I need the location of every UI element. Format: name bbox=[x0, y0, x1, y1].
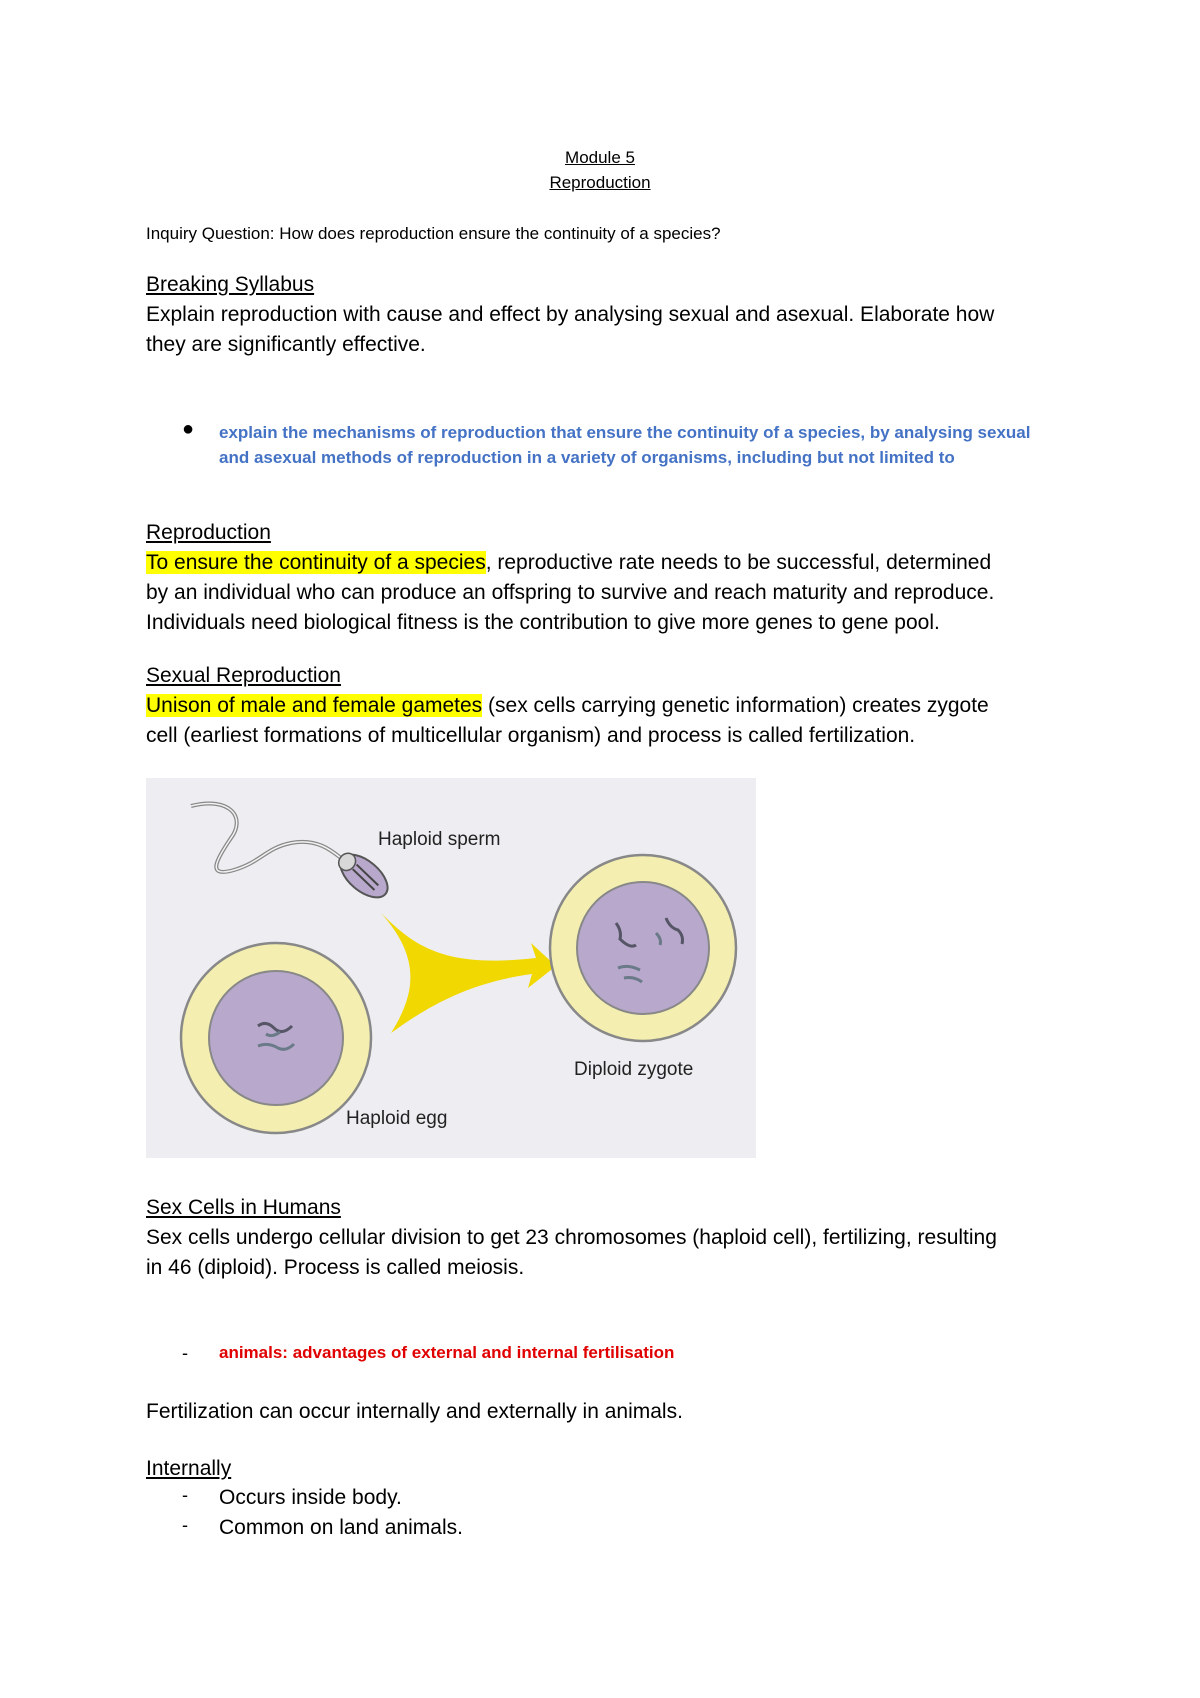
reproduction-line-1: , reproductive rate needs to be successful, determined bbox=[485, 551, 992, 574]
breaking-line-1: Explain reproduction with cause and effect by analysing sexual and asexual. Elaborate how bbox=[146, 303, 995, 326]
internally-item: Occurs inside body. bbox=[219, 1486, 402, 1509]
breaking-line-2: they are significantly effective. bbox=[146, 333, 426, 356]
sex-cells-line-2: in 46 (diploid). Process is called meiosis. bbox=[146, 1256, 525, 1279]
sperm-tail bbox=[191, 804, 341, 872]
syllabus-point bbox=[219, 420, 1079, 470]
fertilization-text: Fertilization can occur internally and externally in animals. bbox=[146, 1400, 683, 1423]
zygote-cell bbox=[550, 855, 736, 1041]
egg-cell bbox=[181, 943, 371, 1133]
sex-cells-text bbox=[146, 1223, 1086, 1283]
breaking-syllabus-text bbox=[146, 300, 1066, 360]
breaking-syllabus-heading: Breaking Syllabus bbox=[146, 273, 315, 296]
sperm-head bbox=[331, 845, 395, 905]
syllabus-line-1: explain the mechanisms of reproduction that ensure the continuity of a species, by analysing sexual bbox=[219, 423, 1031, 442]
sexual-line-1: (sex cells carrying genetic information) creates zygote bbox=[482, 694, 989, 717]
dash-bullet: - bbox=[182, 1485, 188, 1505]
egg-label: Haploid egg bbox=[346, 1108, 448, 1129]
sperm-label: Haploid sperm bbox=[378, 829, 501, 850]
sexual-reproduction-text bbox=[146, 691, 1086, 751]
internally-heading: Internally bbox=[146, 1457, 232, 1480]
highlight-continuity: To ensure the continuity of a species bbox=[146, 551, 486, 574]
bullet-icon: ● bbox=[182, 418, 195, 440]
sexual-reproduction-heading: Sexual Reproduction bbox=[146, 664, 341, 687]
animals-point: animals: advantages of external and internal fertilisation bbox=[219, 1343, 675, 1362]
arrow-shape bbox=[381, 913, 556, 1033]
sexual-line-2: cell (earliest formations of multicellular organism) and process is called fertilization. bbox=[146, 724, 916, 747]
fertilization-diagram bbox=[146, 778, 756, 1158]
dash-bullet: - bbox=[182, 1343, 188, 1363]
sex-cells-line-1: Sex cells undergo cellular division to get 23 chromosomes (haploid cell), fertilizing, resulting bbox=[146, 1226, 997, 1249]
topic-title: Reproduction bbox=[549, 173, 651, 192]
syllabus-line-2: and asexual methods of reproduction in a variety of organisms, including but not limited to bbox=[219, 448, 955, 467]
module-title: Module 5 bbox=[565, 148, 635, 167]
reproduction-line-3: Individuals need biological fitness is the contribution to give more genes to gene pool. bbox=[146, 611, 940, 634]
zygote-label: Diploid zygote bbox=[574, 1059, 694, 1080]
highlight-gametes: Unison of male and female gametes bbox=[146, 694, 483, 717]
reproduction-heading: Reproduction bbox=[146, 521, 271, 544]
reproduction-text bbox=[146, 548, 1086, 638]
inquiry-question: Inquiry Question: How does reproduction ensure the continuity of a species? bbox=[146, 224, 721, 243]
sex-cells-heading: Sex Cells in Humans bbox=[146, 1196, 341, 1219]
reproduction-line-2: by an individual who can produce an offspring to survive and reach maturity and reproduce. bbox=[146, 581, 995, 604]
dash-bullet: - bbox=[182, 1515, 188, 1535]
internally-item: Common on land animals. bbox=[219, 1516, 463, 1539]
